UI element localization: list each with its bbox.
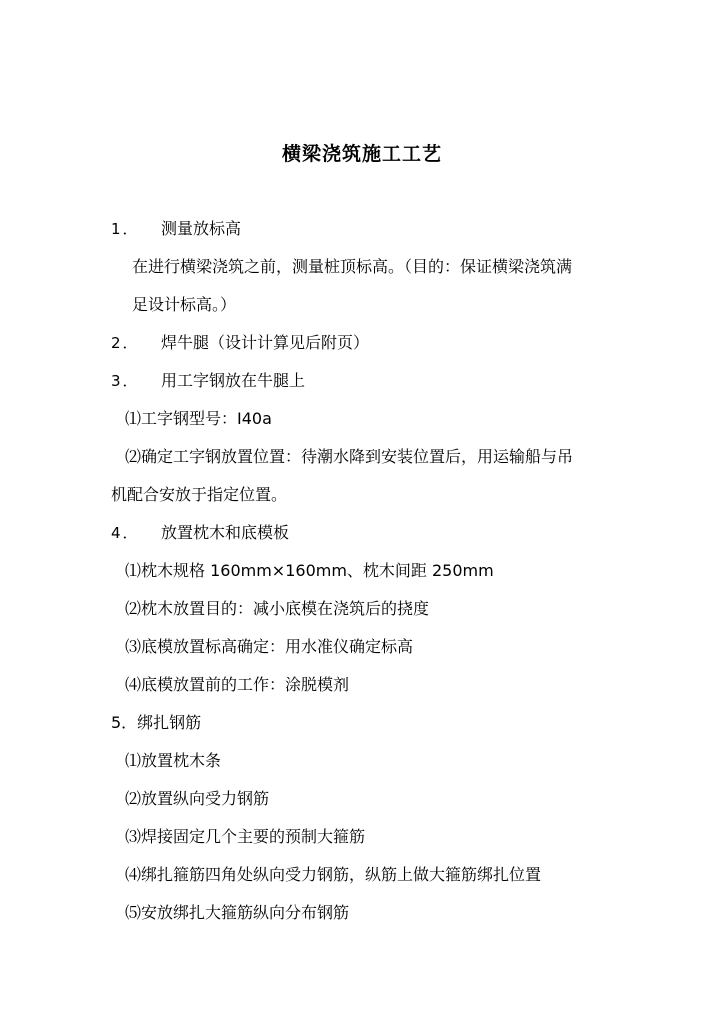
section-4-item-1: ⑴枕木规格 160mm×160mm、枕木间距 250mm (125, 561, 494, 580)
section-4-item-4: ⑷底模放置前的工作：涂脱模剂 (125, 675, 350, 694)
section-5-item-4: ⑷绑扎箍筋四角处纵向受力钢筋，纵筋上做大箍筋绑扎位置 (125, 865, 542, 884)
section-3-item-1: ⑴工字钢型号：I40a (125, 409, 272, 428)
section-1-body-line-1: 在进行横梁浇筑之前，测量桩顶标高。（目的：保证横梁浇筑满 (132, 257, 573, 276)
section-5-item-2: ⑵放置纵向受力钢筋 (125, 789, 270, 808)
section-3-number: 3． (111, 372, 140, 390)
section-5-item-5: ⑸安放绑扎大箍筋纵向分布钢筋 (125, 903, 350, 922)
section-3-item-2: ⑵确定工字钢放置位置：待潮水降到安装位置后，用运输船与吊 (125, 447, 574, 466)
section-5-item-1: ⑴放置枕木条 (125, 751, 222, 770)
section-5-heading: 5．绑扎钢筋 (111, 713, 202, 732)
section-5-item-3: ⑶焊接固定几个主要的预制大箍筋 (125, 827, 366, 846)
section-3-item-2-continued: 机配合安放于指定位置。 (111, 485, 288, 504)
section-1-body-line-2: 足设计标高。） (132, 295, 237, 314)
section-2-heading: 焊牛腿（设计计算见后附页） (161, 333, 370, 352)
section-4-heading: 放置枕木和底模板 (161, 523, 290, 542)
section-1-heading: 测量放标高 (161, 219, 242, 238)
section-2-number: 2． (111, 334, 140, 352)
section-4-number: 4． (111, 524, 140, 542)
section-1-number: 1． (111, 220, 140, 238)
document-title: 横梁浇筑施工工艺 (281, 143, 442, 165)
section-4-item-2: ⑵枕木放置目的：减小底模在浇筑后的挠度 (125, 599, 430, 618)
section-3-heading: 用工字钢放在牛腿上 (161, 371, 306, 390)
section-4-item-3: ⑶底模放置标高确定：用水准仪确定标高 (125, 637, 414, 656)
